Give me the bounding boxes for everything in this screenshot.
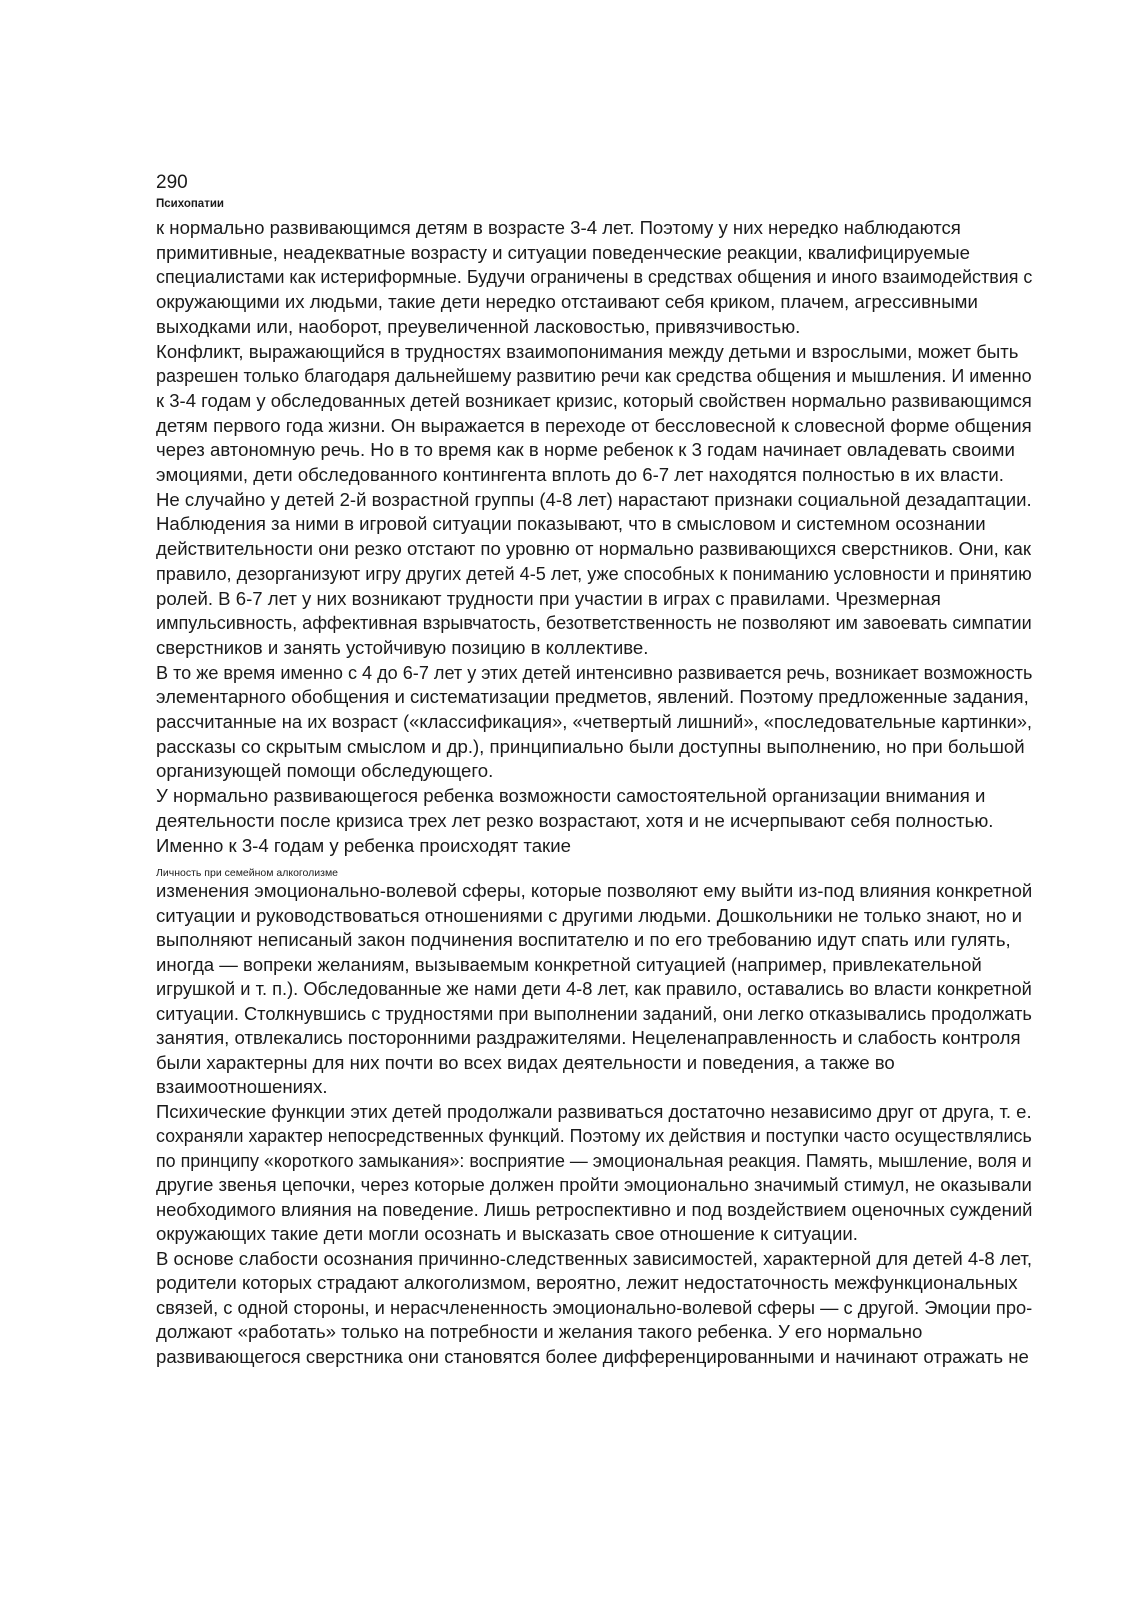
- text-line: специалистами как истериформные. Будучи ограничены в средствах общения и иного взаимодействия с: [156, 266, 1033, 288]
- text-line: ролей. В 6-7 лет у них возникают трудности при участии в играх с правилами. Чрезмерная: [156, 587, 941, 609]
- text-line: Психические функции этих детей продолжали развиваться достаточно независимо друг от друга, т. е.: [156, 1100, 1032, 1122]
- text-line: импульсивность, аффективная взрывчатость, безответственность не позволяют им завоевать симпатии: [156, 612, 1032, 634]
- text-line: рассказы со скрытым смыслом и др.), принципиально были доступны выполнению, но при большой: [156, 735, 1025, 757]
- text-line: развивающегося сверстника они становятся более дифференцированными и начинают отражать не: [156, 1345, 1029, 1367]
- text-line: действительности они резко отстают по уровню от нормально развивающихся сверстников. Они, как: [156, 538, 1032, 560]
- text-line: иногда — вопреки желаниям, вызываемым конкретной ситуацией (например, привлекательной: [156, 953, 982, 975]
- text-line: игрушкой и т. п.). Обследованные же нами дети 4-8 лет, как правило, оставались во власти конкретной: [156, 978, 1032, 999]
- text-line: изменения эмоционально-волевой сферы, которые позволяют ему выйти из-под влияния конкретной: [156, 880, 1033, 901]
- text-line: по принципу «короткого замыкания»: восприятие — эмоциональная реакция. Память, мышление, воля и: [156, 1149, 1032, 1171]
- text-line: сверстников и занять устойчивую позицию в коллективе.: [156, 636, 649, 658]
- text-line: организующей помощи обследующего.: [156, 760, 494, 782]
- midpage-header: Личность при семейном алкоголизме: [156, 867, 338, 879]
- text-line: окружающими их людьми, такие дети нередко отстаивают себя криком, плачем, агрессивными: [156, 291, 978, 313]
- text-line: к нормально развивающимся детям в возрасте 3-4 лет. Поэтому у них нередко наблюдаются: [156, 217, 961, 238]
- text-line: должают «работать» только на потребности и желания такого ребенка. У его нормально: [156, 1321, 923, 1342]
- text-line: В основе слабости осознания причинно-следственных зависимостей, характерной для детей 4-8 лет,: [156, 1247, 1033, 1269]
- running-title: Психопатии: [156, 198, 224, 210]
- text-line: Конфликт, выражающийся в трудностях взаимопонимания между детьми и взрослыми, может быть: [156, 340, 1019, 362]
- text-line: выходками или, наоборот, преувеличенной ласковостью, привязчивостью.: [156, 315, 801, 337]
- text-line: ситуации. Столкнувшись с трудностями при выполнении заданий, они легко отказывались продолжать: [156, 1002, 1032, 1024]
- page-number: 290: [156, 172, 188, 193]
- text-line: разрешен только благодаря дальнейшему развитию речи как средства общения и мышления. И именно: [156, 365, 1032, 387]
- text-line: Наблюдения за ними в игровой ситуации показывают, что в смысловом и системном осознании: [156, 513, 986, 535]
- text-line: рассчитанные на их возраст («классификация», «четвертый лишний», «последовательные картинки»,: [156, 711, 1033, 732]
- text-line: другие звенья цепочки, через которые должен пройти эмоционально значимый стимул, не оказывали: [156, 1174, 1032, 1195]
- text-line: Именно к 3-4 годам у ребенка происходят такие: [156, 834, 571, 856]
- text-line: эмоциями, дети обследованного контингента вплоть до 6-7 лет находятся полностью в их власти.: [156, 464, 1004, 485]
- text-line: сохраняли характер непосредственных функций. Поэтому их действия и поступки часто осуществлялись: [156, 1125, 1032, 1146]
- text-line: примитивные, неадекватные возрасту и ситуации поведенческие реакции, квалифицируемые: [156, 241, 970, 263]
- text-line: занятия, отвлекались посторонними раздражителями. Нецеленаправленность и слабость контроля: [156, 1027, 1021, 1048]
- text-line: необходимого влияния на поведение. Лишь ретроспективно и под воздействием оценочных суждений: [156, 1198, 1033, 1220]
- text-line: через автономную речь. Но в то время как в норме ребенок к 3 годам начинает овладевать своими: [156, 439, 1015, 461]
- text-line: деятельности после кризиса трех лет резко возрастают, хотя и не исчерпывают себя полностью.: [156, 809, 994, 831]
- text-line: ситуации и руководствоваться отношениями с другими людьми. Дошкольники не только знают, но и: [156, 904, 1022, 926]
- text-line: У нормально развивающегося ребенка возможности самостоятельной организации внимания и: [156, 785, 986, 807]
- text-line: элементарного обобщения и систематизации предметов, явлений. Поэтому предложенные задания,: [156, 686, 1029, 708]
- text-line: Не случайно у детей 2-й возрастной группы (4-8 лет) нарастают признаки социальной дезадаптации.: [156, 488, 1032, 510]
- text-line: правило, дезорганизуют игру других детей 4-5 лет, уже способных к пониманию условности и принятию: [156, 562, 1032, 584]
- text-line: были характерны для них почти во всех видах деятельности и поведения, а также во: [156, 1051, 895, 1073]
- text-line: связей, с одной стороны, и нерасчлененность эмоционально-волевой сферы — с другой. Эмоции про-: [156, 1296, 1033, 1318]
- text-line: к 3-4 годам у обследованных детей возникает кризис, который свойствен нормально развивающимся: [156, 389, 1032, 411]
- text-line: детям первого года жизни. Он выражается в переходе от бессловесной к словесной форме общения: [156, 414, 1032, 436]
- text-line: выполняют неписаный закон подчинения воспитателю и по его требованию идут спать или гулять,: [156, 929, 1011, 950]
- text-line: родители которых страдают алкоголизмом, вероятно, лежит недостаточность межфункциональных: [156, 1272, 1018, 1293]
- text-line: окружающих такие дети могли осознать и высказать свое отношение к ситуации.: [156, 1223, 858, 1244]
- text-line: взаимоотношениях.: [156, 1076, 328, 1097]
- text-line: В то же время именно с 4 до 6-7 лет у этих детей интенсивно развивается речь, возникает возможность: [156, 661, 1033, 683]
